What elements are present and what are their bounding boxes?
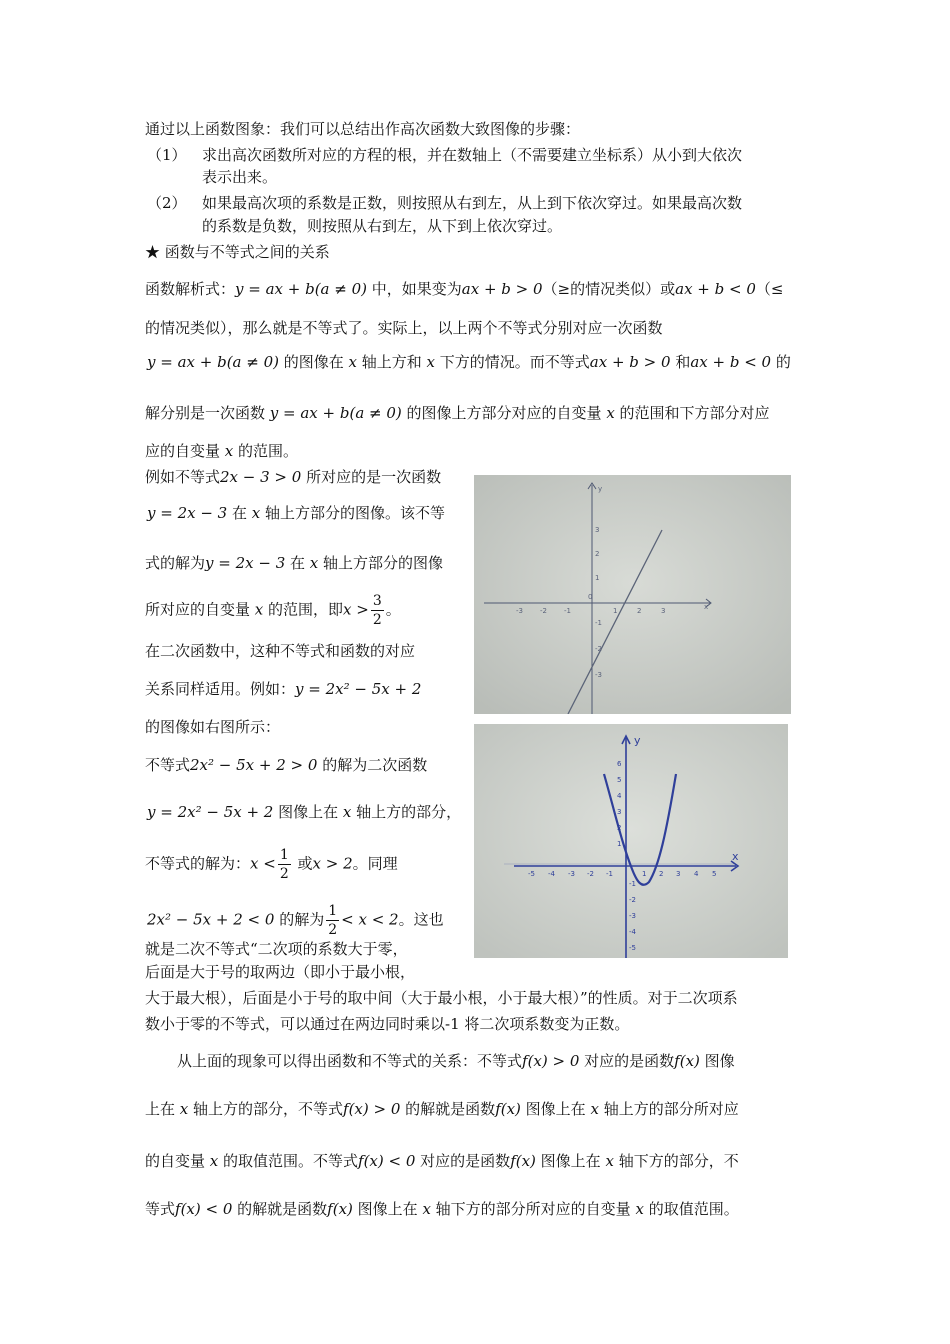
parabola-graph-photo [474,724,788,958]
x-tick: 0 [588,593,593,601]
y-axis-label: y [634,734,641,747]
step-2-number: （2） [147,194,187,212]
y-tick: -2 [629,896,636,904]
x-tick: 2 [637,607,642,615]
linear-graph-photo [474,475,791,714]
x-tick: -3 [516,607,523,615]
example-1-line2: y = 2x − 3 在 x 轴上方部分的图像。该不等 [147,504,446,522]
y-tick: -3 [595,671,602,679]
step-1-line1: 求出高次函数所对应的方程的根，并在数轴上（不需要建立坐标系）从小到大依次 [202,146,743,164]
x-tick: 3 [661,607,666,615]
example-1-line3: 式的解为y = 2x − 3 在 x 轴上方部分的图像 [145,554,444,572]
step-1-number: （1） [147,146,187,164]
paragraph-1-line4: 解分别是一次函数 y = ax + b(a ≠ 0) 的图像上方部分对应的自变量 x 的范围和下方部分对应 [145,404,770,422]
paragraph-1-line1: 函数解析式：y = ax + b(a ≠ 0) 中，如果变为ax + b > 0（≥的情况类似）或ax + b < 0（≤ [145,280,784,298]
step-1-line2: 表示出来。 [202,168,278,186]
y-tick: 6 [617,760,622,768]
example-1-line4: 所对应的自变量 x 的范围，即x > $\frac{3}{2}$ 。 [145,593,401,628]
y-tick: 3 [595,526,600,534]
y-tick: 4 [617,792,622,800]
y-tick: 5 [617,776,622,784]
y-tick: -1 [629,880,636,888]
example-2-line7: 2x² − 5x + 2 < 0 的解为 $\frac{1}{2}$ < x < 2。这也 [147,903,444,938]
x-tick: 4 [694,870,699,878]
example-2-line9: 后面是大于号的取两边（即小于最小根， [145,963,416,981]
example-2-line8: 就是二次不等式“二次项的系数大于零， [145,940,408,958]
example-2-line4: 不等式2x² − 5x + 2 > 0 的解为二次函数 [145,756,428,774]
step-2-line1: 如果最高次项的系数是正数，则按照从右到左，从上到下依次穿过。如果最高次数 [202,194,743,212]
y-axis-label: y [598,485,603,493]
x-tick: 3 [676,870,681,878]
y-tick: -3 [629,912,636,920]
fraction-one-half-b: $\frac{1}{2}$ [328,903,338,938]
y-tick: 1 [595,574,600,582]
example-2-line10: 大于最大根），后面是小于号的取中间（大于最小根，小于最大根）”的性质。对于二次项系 [145,989,738,1007]
intro-text: 通过以上函数图象：我们可以总结出作高次函数大致图像的步骤： [145,120,581,138]
y-tick: 2 [595,550,600,558]
y-tick: 1 [617,840,622,848]
x-tick: -2 [587,870,594,878]
paragraph-1-line3: y = ax + b(a ≠ 0) 的图像在 x 轴上方和 x 下方的情况。而不等式ax + b > 0 和ax + b < 0 的 [147,353,791,371]
y-tick: -4 [629,928,636,936]
x-tick: 1 [642,870,647,878]
linear-graph-svg [474,475,791,714]
section-title: ★ 函数与不等式之间的关系 [145,243,330,261]
y-tick: 2 [617,824,622,832]
parabola-graph-svg [474,724,788,958]
y-tick: -2 [595,645,602,653]
fraction-three-halves: $\frac{3}{2}$ [372,593,382,628]
example-2-line6: 不等式的解为：x < $\frac{1}{2}$ 或x > 2。同理 [145,847,398,882]
paragraph-1-line5: 应的自变量 x 的范围。 [145,442,299,460]
example-1-line1: 例如不等式2x − 3 > 0 所对应的是一次函数 [145,468,442,486]
x-tick: -1 [606,870,613,878]
x-axis-label: x [704,603,709,611]
example-2-line3: 的图像如右图所示： [145,718,281,736]
x-tick: -3 [568,870,575,878]
example-2-line11: 数小于零的不等式，可以通过在两边同时乘以-1 将二次项系数变为正数。 [145,1015,630,1033]
x-tick: 5 [712,870,717,878]
x-tick: -1 [564,607,571,615]
fraction-one-half-a: $\frac{1}{2}$ [279,847,289,882]
final-line4: 等式f(x) < 0 的解就是函数f(x) 图像上在 x 轴下方的部分所对应的自变量 x 的取值范围。 [145,1200,739,1218]
y-tick: -5 [629,944,636,952]
x-tick: -4 [548,870,555,878]
x-tick: -5 [528,870,535,878]
x-tick: 1 [613,607,618,615]
final-line1: 从上面的现象可以得出函数和不等式的关系：不等式f(x) > 0 对应的是函数f(x) 图像 [177,1052,735,1070]
final-line3: 的自变量 x 的取值范围。不等式f(x) < 0 对应的是函数f(x) 图像上在 x 轴下方的部分，不 [145,1152,739,1170]
example-2-line1: 在二次函数中，这种不等式和函数的对应 [145,642,416,660]
x-tick: 2 [659,870,664,878]
paragraph-1-line2: 的情况类似），那么就是不等式了。实际上，以上两个不等式分别对应一次函数 [145,319,663,337]
final-line2: 上在 x 轴上方的部分，不等式f(x) > 0 的解就是函数f(x) 图像上在 x 轴上方的部分所对应 [145,1100,739,1118]
x-tick: -2 [540,607,547,615]
example-2-line5: y = 2x² − 5x + 2 图像上在 x 轴上方的部分， [147,803,462,821]
y-tick: 3 [617,808,622,816]
x-axis-label: x [732,850,739,863]
example-2-line2: 关系同样适用。例如：y = 2x² − 5x + 2 [145,680,422,698]
step-2-line2: 的系数是负数，则按照从右到左，从下到上依次穿过。 [202,217,563,235]
y-tick: -1 [595,619,602,627]
